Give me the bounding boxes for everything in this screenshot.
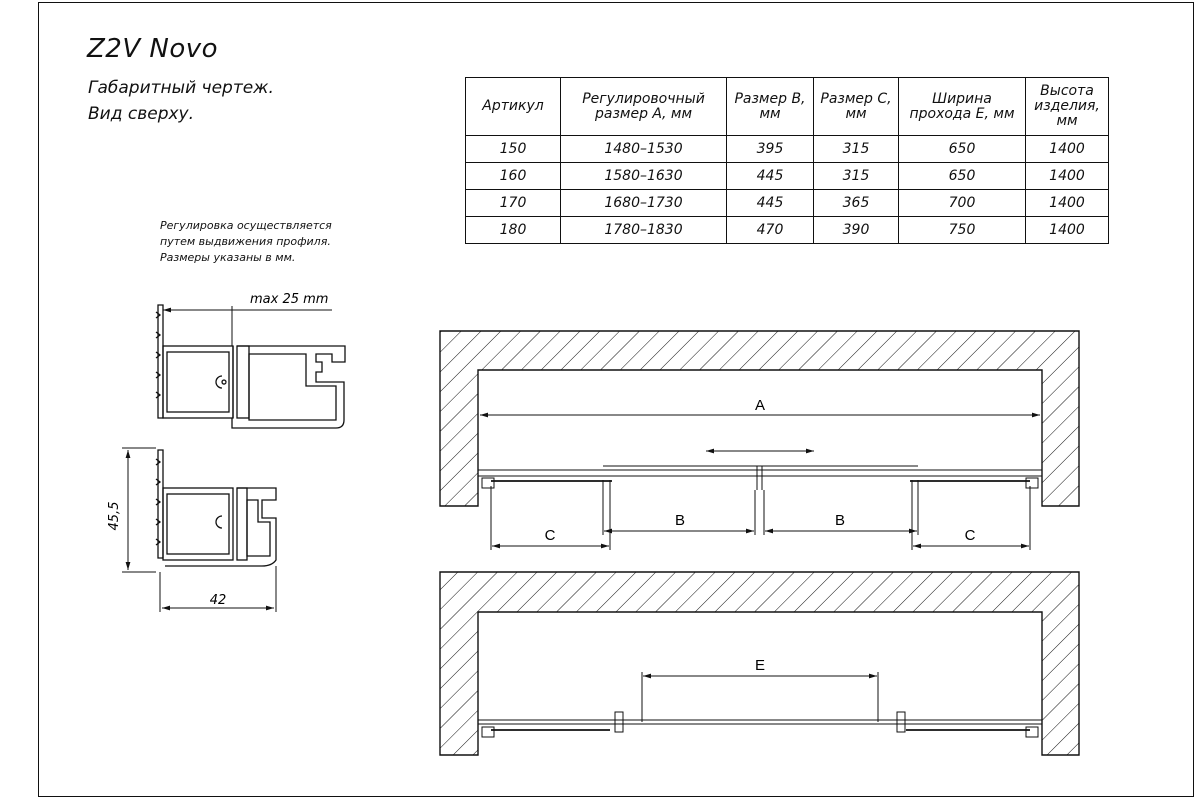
- label-b-right: B: [834, 512, 846, 529]
- label-c-left: C: [544, 527, 556, 544]
- label-b-left: B: [674, 512, 686, 529]
- plan-view-sizes: [440, 331, 1079, 550]
- note-line-1: Регулировка осуществляется: [160, 219, 332, 232]
- cell-size-a: 1680–1730: [561, 190, 727, 217]
- cell-article: 160: [466, 163, 561, 190]
- cell-height: 1400: [1026, 190, 1109, 217]
- cell-size-c: 365: [814, 190, 899, 217]
- dimension-max-adjust: max 25 mm: [250, 292, 329, 307]
- cell-size-e: 650: [899, 163, 1026, 190]
- cell-size-b: 445: [727, 190, 814, 217]
- header-product-height: Высота изделия, мм: [1026, 78, 1109, 136]
- cell-size-b: 445: [727, 163, 814, 190]
- profile-section-compact: [122, 448, 276, 612]
- cell-size-c: 315: [814, 163, 899, 190]
- note-line-2: путем выдвижения профиля.: [160, 235, 331, 248]
- cell-height: 1400: [1026, 136, 1109, 163]
- cell-size-a: 1780–1830: [561, 217, 727, 244]
- cell-size-c: 315: [814, 136, 899, 163]
- cell-size-b: 395: [727, 136, 814, 163]
- dimension-width: 42: [209, 593, 227, 608]
- cell-size-b: 470: [727, 217, 814, 244]
- cell-size-a: 1480–1530: [561, 136, 727, 163]
- cell-height: 1400: [1026, 217, 1109, 244]
- cell-article: 170: [466, 190, 561, 217]
- header-adjust-size-a: Регулировочный размер А, мм: [561, 78, 727, 136]
- cell-size-a: 1580–1630: [561, 163, 727, 190]
- cell-size-e: 700: [899, 190, 1026, 217]
- header-article: Артикул: [466, 78, 561, 136]
- label-e: E: [754, 657, 766, 674]
- cell-height: 1400: [1026, 163, 1109, 190]
- profile-section-extended: [156, 305, 345, 428]
- header-passage-width-e: Ширина прохода E, мм: [899, 78, 1026, 136]
- drawing-title: Z2V Novo: [87, 34, 219, 64]
- cell-article: 180: [466, 217, 561, 244]
- cell-article: 150: [466, 136, 561, 163]
- drawing-subtitle-line-2: Вид сверху.: [88, 104, 195, 124]
- cell-size-c: 390: [814, 217, 899, 244]
- dimension-height: 45,5: [107, 501, 122, 531]
- label-a: A: [754, 397, 766, 414]
- header-size-b: Размер B, мм: [727, 78, 814, 136]
- note-line-3: Размеры указаны в мм.: [160, 251, 296, 264]
- drawing-subtitle-line-1: Габаритный чертеж.: [88, 78, 274, 98]
- label-c-right: C: [964, 527, 976, 544]
- cell-size-e: 750: [899, 217, 1026, 244]
- header-size-c: Размер C, мм: [814, 78, 899, 136]
- cell-size-e: 650: [899, 136, 1026, 163]
